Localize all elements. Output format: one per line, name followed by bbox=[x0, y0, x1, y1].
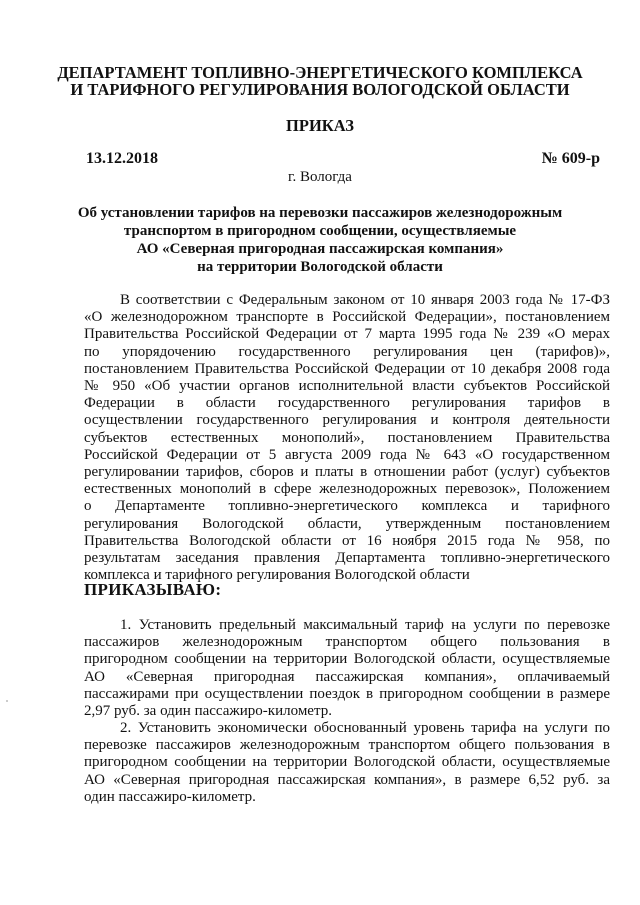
preamble-line: В соответствии с Федеральным законом от 10 января 2003 года № 17-ФЗ bbox=[120, 292, 610, 308]
preamble-line: Федерации в области государственного регулирования тарифов в bbox=[84, 395, 610, 412]
item1-line: пассажирами при осуществлении поездок в пригородном сообщении в размере bbox=[84, 685, 610, 702]
preamble-line: № 950 «Об участии органов исполнительной власти субъектов Российской bbox=[84, 378, 610, 395]
document-city: г. Вологда bbox=[288, 169, 352, 185]
preamble-line: субъектов естественных монополий», постановлением Правительства bbox=[84, 429, 610, 446]
preamble-line: регулирования Вологодской области, утвержденным постановлением bbox=[84, 515, 610, 532]
preamble-line: осуществлении государственного регулирования и контроля деятельности bbox=[84, 412, 610, 429]
item1-line: пассажиров железнодорожным транспортом общего пользования в bbox=[84, 634, 610, 651]
order-item-1 bbox=[84, 617, 610, 720]
preamble-line: «О железнодорожном транспорте в Российской Федерации», постановлением bbox=[84, 309, 610, 326]
org-line-1: ДЕПАРТАМЕНТ ТОПЛИВНО-ЭНЕРГЕТИЧЕСКОГО КОМПЛЕКСА bbox=[57, 63, 583, 82]
title-line-2: транспортом в пригородном сообщении, осуществляемые bbox=[123, 223, 517, 239]
document-date: 13.12.2018 bbox=[86, 150, 158, 167]
preamble-line: естественных монополий в сфере железнодорожных перевозок», Положением bbox=[84, 481, 610, 498]
item1-line: 2,97 руб. за один пассажиро-километр. bbox=[84, 703, 332, 720]
preamble-line: Российской Федерации от 5 августа 2009 года № 643 «О государственном bbox=[84, 446, 610, 463]
item2-line: 2. Установить экономически обоснованный уровень тарифа на услуги по bbox=[120, 720, 610, 736]
item1-line: АО «Северная пригородная пассажирская компания», оплачиваемый bbox=[84, 668, 610, 685]
preamble-line: по упорядочению государственного регулирования цен (тарифов)», bbox=[84, 343, 610, 360]
preamble-paragraph bbox=[84, 292, 610, 584]
preamble-line: о Департаменте топливно-энергетического комплекса и тарифного bbox=[84, 498, 610, 515]
preamble-line: Правительства Вологодской области от 16 ноября 2015 года № 958, по bbox=[84, 532, 610, 549]
item2-line: пригородном сообщении на территории Вологодской области, осуществляемые bbox=[84, 754, 610, 771]
preamble-line: комплекса и тарифного регулирования Вологодской области bbox=[84, 567, 470, 584]
document-title bbox=[0, 204, 640, 276]
item1-line: 1. Установить предельный максимальный тариф на услуги по перевозке bbox=[120, 617, 610, 633]
document-number: № 609-р bbox=[541, 150, 600, 167]
organization-name bbox=[0, 64, 640, 98]
preamble-line: результатам заседания правления Департамента топливно-энергетического bbox=[84, 550, 610, 567]
item2-line: АО «Северная пригородная пассажирская компания», в размере 6,52 руб. за bbox=[84, 771, 610, 788]
title-line-4: на территории Вологодской области bbox=[197, 259, 443, 275]
scan-speck bbox=[6, 700, 8, 702]
title-line-3: АО «Северная пригородная пассажирская компания» bbox=[136, 241, 504, 257]
order-item-2 bbox=[84, 720, 610, 806]
preamble-line: регулировании тарифов, сборов и платы в отношении работ (услуг) субъектов bbox=[84, 464, 610, 481]
preamble-line: Правительства Российской Федерации от 7 марта 1995 года № 239 «О мерах bbox=[84, 326, 610, 343]
org-line-2: И ТАРИФНОГО РЕГУЛИРОВАНИЯ ВОЛОГОДСКОЙ ОБЛАСТИ bbox=[70, 80, 570, 99]
item2-line: перевозке пассажиров железнодорожным транспортом общего пользования в bbox=[84, 737, 610, 754]
title-line-1: Об установлении тарифов на перевозки пассажиров железнодорожным bbox=[77, 205, 563, 221]
item1-line: пригородном сообщении на территории Вологодской области, осуществляемые bbox=[84, 651, 610, 668]
order-word: ПРИКАЗЫВАЮ: bbox=[84, 580, 222, 599]
document-type: ПРИКАЗ bbox=[286, 116, 354, 135]
item2-line: один пассажиро-километр. bbox=[84, 788, 256, 805]
preamble-line: постановлением Правительства Российской Федерации от 10 декабря 2008 года bbox=[84, 360, 610, 377]
